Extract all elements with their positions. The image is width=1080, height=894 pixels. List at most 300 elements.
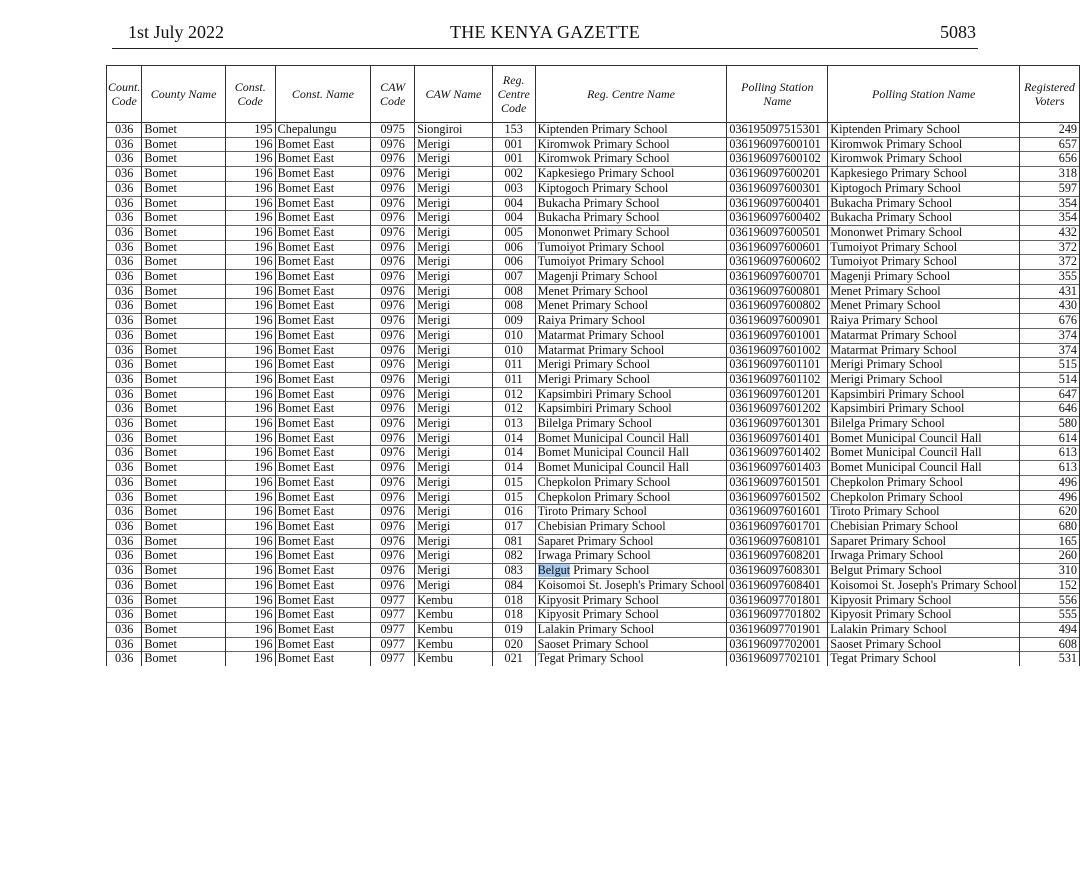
cell-registered-voters: 432 <box>1020 225 1080 240</box>
cell-reg-centre-name: Bukacha Primary School <box>535 196 727 211</box>
cell-reg-centre-code: 018 <box>492 593 535 608</box>
issue-date: 1st July 2022 <box>128 22 225 42</box>
cell-const-name: Bomet East <box>275 505 371 520</box>
cell-county-name: Bomet <box>142 417 225 432</box>
cell-county-code: 036 <box>107 505 142 520</box>
cell-reg-centre-code: 014 <box>492 461 535 476</box>
cell-reg-centre-code: 003 <box>492 181 535 196</box>
cell-county-name: Bomet <box>142 167 225 182</box>
cell-county-name: Bomet <box>142 343 225 358</box>
cell-const-code: 196 <box>225 343 275 358</box>
cell-reg-centre-name: Merigi Primary School <box>535 372 727 387</box>
cell-county-code: 036 <box>107 578 142 593</box>
cell-registered-voters: 431 <box>1020 284 1080 299</box>
cell-caw-code: 0976 <box>371 549 415 564</box>
cell-polling-station-code: 036196097601001 <box>727 328 828 343</box>
cell-polling-station-code: 036196097608201 <box>727 549 828 564</box>
table-row <box>107 123 1080 138</box>
cell-caw-name: Kembu <box>415 637 493 652</box>
cell-const-name: Bomet East <box>275 564 371 579</box>
cell-reg-centre-name: Kapsimbiri Primary School <box>535 387 727 402</box>
cell-county-code: 036 <box>107 225 142 240</box>
cell-const-name: Chepalungu <box>275 123 371 138</box>
cell-const-name: Bomet East <box>275 431 371 446</box>
cell-const-name: Bomet East <box>275 652 371 666</box>
cell-reg-centre-code: 015 <box>492 475 535 490</box>
cell-const-name: Bomet East <box>275 343 371 358</box>
cell-registered-voters: 494 <box>1020 622 1080 637</box>
cell-polling-station-name: Kipyosit Primary School <box>828 593 1020 608</box>
cell-const-name: Bomet East <box>275 593 371 608</box>
cell-caw-code: 0976 <box>371 402 415 417</box>
cell-county-name: Bomet <box>142 299 225 314</box>
column-header-const-name: Const. Name <box>275 66 371 123</box>
table-row <box>107 358 1080 373</box>
cell-registered-voters: 260 <box>1020 549 1080 564</box>
cell-reg-centre-name: Irwaga Primary School <box>535 549 727 564</box>
cell-const-name: Bomet East <box>275 240 371 255</box>
cell-const-code: 196 <box>225 196 275 211</box>
cell-county-code: 036 <box>107 608 142 623</box>
cell-reg-centre-code: 010 <box>492 328 535 343</box>
cell-county-name: Bomet <box>142 255 225 270</box>
cell-polling-station-name: Kiromwok Primary School <box>828 152 1020 167</box>
cell-caw-name: Merigi <box>415 475 493 490</box>
cell-polling-station-code: 036196097600401 <box>727 196 828 211</box>
column-header-polling-station-name: Polling Station Name <box>828 66 1020 123</box>
table-row <box>107 578 1080 593</box>
cell-const-code: 196 <box>225 652 275 666</box>
cell-polling-station-code: 036196097702101 <box>727 652 828 666</box>
cell-const-code: 196 <box>225 328 275 343</box>
cell-caw-name: Merigi <box>415 328 493 343</box>
cell-caw-name: Merigi <box>415 387 493 402</box>
cell-reg-centre-code: 014 <box>492 431 535 446</box>
cell-polling-station-name: Saoset Primary School <box>828 637 1020 652</box>
table-row <box>107 431 1080 446</box>
cell-polling-station-code: 036196097601002 <box>727 343 828 358</box>
cell-caw-code: 0976 <box>371 299 415 314</box>
cell-county-code: 036 <box>107 358 142 373</box>
column-header-const-code: Const. Code <box>225 66 275 123</box>
cell-const-name: Bomet East <box>275 534 371 549</box>
table-row <box>107 211 1080 226</box>
cell-const-code: 196 <box>225 446 275 461</box>
cell-polling-station-name: Kapsimbiri Primary School <box>828 387 1020 402</box>
cell-caw-code: 0976 <box>371 534 415 549</box>
table-row <box>107 167 1080 182</box>
cell-const-code: 196 <box>225 299 275 314</box>
cell-caw-name: Siongiroi <box>415 123 493 138</box>
cell-const-code: 196 <box>225 490 275 505</box>
cell-polling-station-code: 036196097601502 <box>727 490 828 505</box>
highlighted-text: Belgut <box>537 563 571 578</box>
table-body <box>107 123 1080 667</box>
cell-caw-code: 0976 <box>371 343 415 358</box>
cell-caw-name: Kembu <box>415 608 493 623</box>
table-row <box>107 446 1080 461</box>
cell-reg-centre-code: 004 <box>492 196 535 211</box>
cell-registered-voters: 372 <box>1020 255 1080 270</box>
cell-caw-name: Merigi <box>415 549 493 564</box>
cell-registered-voters: 676 <box>1020 314 1080 329</box>
cell-registered-voters: 613 <box>1020 446 1080 461</box>
cell-caw-name: Merigi <box>415 431 493 446</box>
cell-reg-centre-name: Kipyosit Primary School <box>535 593 727 608</box>
cell-reg-centre-name: Chepkolon Primary School <box>535 475 727 490</box>
cell-reg-centre-code: 012 <box>492 402 535 417</box>
table-row <box>107 637 1080 652</box>
table-row <box>107 270 1080 285</box>
cell-county-name: Bomet <box>142 652 225 666</box>
cell-reg-centre-name: Koisomoi St. Joseph's Primary School <box>535 578 727 593</box>
cell-polling-station-code: 036196097701801 <box>727 593 828 608</box>
cell-reg-centre-name: Kiptogoch Primary School <box>535 181 727 196</box>
cell-const-name: Bomet East <box>275 490 371 505</box>
cell-polling-station-name: Bukacha Primary School <box>828 196 1020 211</box>
cell-registered-voters: 374 <box>1020 328 1080 343</box>
cell-caw-name: Merigi <box>415 343 493 358</box>
cell-caw-name: Merigi <box>415 372 493 387</box>
cell-reg-centre-name: Raiya Primary School <box>535 314 727 329</box>
cell-polling-station-name: Kipyosit Primary School <box>828 608 1020 623</box>
cell-reg-centre-name: Merigi Primary School <box>535 358 727 373</box>
cell-reg-centre-name: Mononwet Primary School <box>535 225 727 240</box>
cell-polling-station-code: 036196097601401 <box>727 431 828 446</box>
cell-caw-code: 0976 <box>371 284 415 299</box>
cell-registered-voters: 613 <box>1020 461 1080 476</box>
cell-reg-centre-name: Magenji Primary School <box>535 270 727 285</box>
cell-caw-name: Merigi <box>415 270 493 285</box>
cell-reg-centre-name: Kiromwok Primary School <box>535 137 727 152</box>
cell-reg-centre-code: 153 <box>492 123 535 138</box>
cell-county-code: 036 <box>107 299 142 314</box>
cell-const-code: 196 <box>225 284 275 299</box>
cell-county-code: 036 <box>107 240 142 255</box>
cell-polling-station-code: 036196097600701 <box>727 270 828 285</box>
cell-reg-centre-code: 020 <box>492 637 535 652</box>
cell-caw-name: Merigi <box>415 299 493 314</box>
table-row <box>107 417 1080 432</box>
cell-county-name: Bomet <box>142 328 225 343</box>
cell-const-code: 196 <box>225 461 275 476</box>
cell-polling-station-code: 036196097600501 <box>727 225 828 240</box>
cell-const-name: Bomet East <box>275 270 371 285</box>
cell-caw-code: 0976 <box>371 211 415 226</box>
cell-registered-voters: 372 <box>1020 240 1080 255</box>
cell-polling-station-code: 036196097601101 <box>727 358 828 373</box>
cell-reg-centre-name: Kapkesiego Primary School <box>535 167 727 182</box>
cell-polling-station-name: Kiptogoch Primary School <box>828 181 1020 196</box>
cell-const-code: 196 <box>225 402 275 417</box>
cell-polling-station-code: 036196097608101 <box>727 534 828 549</box>
cell-registered-voters: 614 <box>1020 431 1080 446</box>
cell-reg-centre-code: 016 <box>492 505 535 520</box>
cell-registered-voters: 515 <box>1020 358 1080 373</box>
cell-caw-name: Merigi <box>415 505 493 520</box>
table-header-row <box>107 66 1080 123</box>
cell-reg-centre-code: 008 <box>492 299 535 314</box>
cell-polling-station-code: 036196097601202 <box>727 402 828 417</box>
cell-caw-code: 0976 <box>371 446 415 461</box>
cell-const-name: Bomet East <box>275 461 371 476</box>
cell-county-name: Bomet <box>142 475 225 490</box>
cell-caw-code: 0976 <box>371 431 415 446</box>
cell-reg-centre-code: 007 <box>492 270 535 285</box>
cell-caw-name: Merigi <box>415 314 493 329</box>
cell-polling-station-name: Merigi Primary School <box>828 358 1020 373</box>
cell-caw-code: 0977 <box>371 652 415 666</box>
cell-reg-centre-name: Chebisian Primary School <box>535 519 727 534</box>
cell-caw-name: Merigi <box>415 564 493 579</box>
cell-registered-voters: 580 <box>1020 417 1080 432</box>
cell-county-name: Bomet <box>142 211 225 226</box>
cell-const-name: Bomet East <box>275 255 371 270</box>
cell-registered-voters: 374 <box>1020 343 1080 358</box>
table-row <box>107 475 1080 490</box>
cell-reg-centre-name: Lalakin Primary School <box>535 622 727 637</box>
cell-const-name: Bomet East <box>275 387 371 402</box>
cell-polling-station-code: 036196097702001 <box>727 637 828 652</box>
cell-caw-name: Merigi <box>415 255 493 270</box>
column-header-caw-code: CAW Code <box>371 66 415 123</box>
cell-county-code: 036 <box>107 402 142 417</box>
table-row <box>107 652 1080 666</box>
cell-polling-station-name: Menet Primary School <box>828 299 1020 314</box>
cell-county-code: 036 <box>107 314 142 329</box>
cell-caw-name: Kembu <box>415 652 493 666</box>
cell-const-code: 195 <box>225 123 275 138</box>
cell-const-name: Bomet East <box>275 578 371 593</box>
table-row <box>107 505 1080 520</box>
cell-reg-centre-name: Bomet Municipal Council Hall <box>535 461 727 476</box>
table-row <box>107 255 1080 270</box>
cell-polling-station-name: Kiromwok Primary School <box>828 137 1020 152</box>
cell-polling-station-code: 036196097608301 <box>727 564 828 579</box>
cell-reg-centre-code: 002 <box>492 167 535 182</box>
cell-county-name: Bomet <box>142 549 225 564</box>
cell-county-code: 036 <box>107 417 142 432</box>
cell-county-code: 036 <box>107 637 142 652</box>
cell-county-name: Bomet <box>142 196 225 211</box>
cell-reg-centre-name: Kiptenden Primary School <box>535 123 727 138</box>
cell-const-code: 196 <box>225 270 275 285</box>
cell-const-code: 196 <box>225 519 275 534</box>
cell-polling-station-name: Tumoiyot Primary School <box>828 240 1020 255</box>
cell-county-code: 036 <box>107 534 142 549</box>
cell-const-name: Bomet East <box>275 299 371 314</box>
cell-caw-code: 0976 <box>371 372 415 387</box>
cell-reg-centre-name: Matarmat Primary School <box>535 328 727 343</box>
cell-caw-name: Merigi <box>415 137 493 152</box>
cell-county-code: 036 <box>107 123 142 138</box>
cell-county-name: Bomet <box>142 387 225 402</box>
cell-caw-name: Merigi <box>415 284 493 299</box>
cell-reg-centre-code: 009 <box>492 314 535 329</box>
cell-county-name: Bomet <box>142 505 225 520</box>
table-row <box>107 519 1080 534</box>
cell-polling-station-name: Tiroto Primary School <box>828 505 1020 520</box>
cell-reg-centre-name: Kipyosit Primary School <box>535 608 727 623</box>
cell-polling-station-name: Mononwet Primary School <box>828 225 1020 240</box>
cell-polling-station-name: Menet Primary School <box>828 284 1020 299</box>
cell-polling-station-code: 036196097600201 <box>727 167 828 182</box>
cell-registered-voters: 657 <box>1020 137 1080 152</box>
column-header-caw-name: CAW Name <box>415 66 493 123</box>
cell-county-code: 036 <box>107 446 142 461</box>
cell-county-code: 036 <box>107 387 142 402</box>
cell-polling-station-code: 036196097701802 <box>727 608 828 623</box>
table-row <box>107 387 1080 402</box>
cell-caw-name: Kembu <box>415 593 493 608</box>
cell-registered-voters: 152 <box>1020 578 1080 593</box>
cell-const-code: 196 <box>225 255 275 270</box>
cell-county-name: Bomet <box>142 358 225 373</box>
cell-caw-name: Merigi <box>415 461 493 476</box>
cell-reg-centre-name: Bilelga Primary School <box>535 417 727 432</box>
table-row <box>107 240 1080 255</box>
cell-county-code: 036 <box>107 270 142 285</box>
cell-caw-name: Merigi <box>415 167 493 182</box>
cell-county-code: 036 <box>107 549 142 564</box>
cell-caw-code: 0976 <box>371 270 415 285</box>
cell-registered-voters: 430 <box>1020 299 1080 314</box>
cell-caw-code: 0976 <box>371 167 415 182</box>
cell-polling-station-code: 036196097608401 <box>727 578 828 593</box>
table-row <box>107 328 1080 343</box>
cell-caw-name: Merigi <box>415 446 493 461</box>
cell-polling-station-name: Koisomoi St. Joseph's Primary School <box>828 578 1020 593</box>
cell-polling-station-code: 036196097601402 <box>727 446 828 461</box>
cell-caw-name: Merigi <box>415 225 493 240</box>
cell-registered-voters: 354 <box>1020 196 1080 211</box>
cell-county-name: Bomet <box>142 564 225 579</box>
cell-registered-voters: 514 <box>1020 372 1080 387</box>
cell-county-name: Bomet <box>142 240 225 255</box>
cell-const-name: Bomet East <box>275 284 371 299</box>
cell-caw-code: 0976 <box>371 152 415 167</box>
cell-caw-code: 0976 <box>371 475 415 490</box>
cell-reg-centre-code: 006 <box>492 240 535 255</box>
cell-caw-name: Kembu <box>415 622 493 637</box>
cell-const-code: 196 <box>225 431 275 446</box>
cell-county-name: Bomet <box>142 578 225 593</box>
cell-caw-code: 0976 <box>371 564 415 579</box>
cell-caw-code: 0976 <box>371 137 415 152</box>
table-row <box>107 461 1080 476</box>
cell-county-name: Bomet <box>142 461 225 476</box>
column-header-reg-centre-code: Reg. Centre Code <box>492 66 535 123</box>
cell-const-name: Bomet East <box>275 328 371 343</box>
cell-county-name: Bomet <box>142 270 225 285</box>
cell-polling-station-name: Bilelga Primary School <box>828 417 1020 432</box>
cell-polling-station-code: 036196097701901 <box>727 622 828 637</box>
cell-polling-station-code: 036196097601201 <box>727 387 828 402</box>
cell-county-code: 036 <box>107 284 142 299</box>
cell-polling-station-code: 036196097601701 <box>727 519 828 534</box>
cell-caw-code: 0976 <box>371 505 415 520</box>
cell-county-code: 036 <box>107 211 142 226</box>
cell-const-name: Bomet East <box>275 152 371 167</box>
cell-county-code: 036 <box>107 372 142 387</box>
cell-const-code: 196 <box>225 593 275 608</box>
cell-polling-station-name: Irwaga Primary School <box>828 549 1020 564</box>
cell-polling-station-code: 036196097600802 <box>727 299 828 314</box>
column-header-county-code: Count. Code <box>107 66 142 123</box>
cell-polling-station-name: Chepkolon Primary School <box>828 475 1020 490</box>
cell-county-name: Bomet <box>142 402 225 417</box>
table-row <box>107 181 1080 196</box>
cell-const-name: Bomet East <box>275 402 371 417</box>
cell-const-name: Bomet East <box>275 137 371 152</box>
cell-reg-centre-name: Belgut Primary School <box>535 564 727 579</box>
table-row <box>107 343 1080 358</box>
cell-county-name: Bomet <box>142 622 225 637</box>
cell-county-code: 036 <box>107 328 142 343</box>
table-row <box>107 372 1080 387</box>
cell-polling-station-code: 036196097601403 <box>727 461 828 476</box>
cell-caw-code: 0976 <box>371 358 415 373</box>
cell-reg-centre-code: 012 <box>492 387 535 402</box>
cell-reg-centre-name: Menet Primary School <box>535 284 727 299</box>
cell-caw-name: Merigi <box>415 181 493 196</box>
cell-county-code: 036 <box>107 255 142 270</box>
publication-title: THE KENYA GAZETTE <box>449 22 641 42</box>
cell-reg-centre-name: Kapsimbiri Primary School <box>535 402 727 417</box>
cell-reg-centre-name: Kiromwok Primary School <box>535 152 727 167</box>
cell-polling-station-code: 036196097600301 <box>727 181 828 196</box>
cell-const-code: 196 <box>225 549 275 564</box>
cell-polling-station-code: 036196097600402 <box>727 211 828 226</box>
cell-polling-station-code: 036196097601102 <box>727 372 828 387</box>
cell-county-code: 036 <box>107 519 142 534</box>
cell-const-code: 196 <box>225 637 275 652</box>
cell-reg-centre-code: 019 <box>492 622 535 637</box>
cell-reg-centre-code: 010 <box>492 343 535 358</box>
column-header-registered-voters: Registered Voters <box>1020 66 1080 123</box>
cell-reg-centre-code: 005 <box>492 225 535 240</box>
cell-caw-code: 0976 <box>371 255 415 270</box>
cell-county-name: Bomet <box>142 490 225 505</box>
cell-const-code: 196 <box>225 240 275 255</box>
cell-reg-centre-name: Matarmat Primary School <box>535 343 727 358</box>
cell-reg-centre-code: 001 <box>492 152 535 167</box>
cell-county-name: Bomet <box>142 372 225 387</box>
table-row <box>107 284 1080 299</box>
table-row <box>107 137 1080 152</box>
cell-county-code: 036 <box>107 137 142 152</box>
cell-county-code: 036 <box>107 181 142 196</box>
cell-caw-name: Merigi <box>415 152 493 167</box>
cell-registered-voters: 531 <box>1020 652 1080 666</box>
cell-polling-station-code: 036196097600801 <box>727 284 828 299</box>
cell-const-name: Bomet East <box>275 622 371 637</box>
cell-registered-voters: 620 <box>1020 505 1080 520</box>
cell-polling-station-name: Kiptenden Primary School <box>828 123 1020 138</box>
cell-registered-voters: 597 <box>1020 181 1080 196</box>
table-row <box>107 549 1080 564</box>
cell-caw-name: Merigi <box>415 358 493 373</box>
cell-county-code: 036 <box>107 652 142 666</box>
cell-reg-centre-code: 082 <box>492 549 535 564</box>
cell-county-code: 036 <box>107 152 142 167</box>
cell-caw-code: 0976 <box>371 240 415 255</box>
cell-registered-voters: 608 <box>1020 637 1080 652</box>
cell-caw-code: 0976 <box>371 314 415 329</box>
cell-reg-centre-name: Tegat Primary School <box>535 652 727 666</box>
cell-registered-voters: 556 <box>1020 593 1080 608</box>
cell-polling-station-name: Magenji Primary School <box>828 270 1020 285</box>
